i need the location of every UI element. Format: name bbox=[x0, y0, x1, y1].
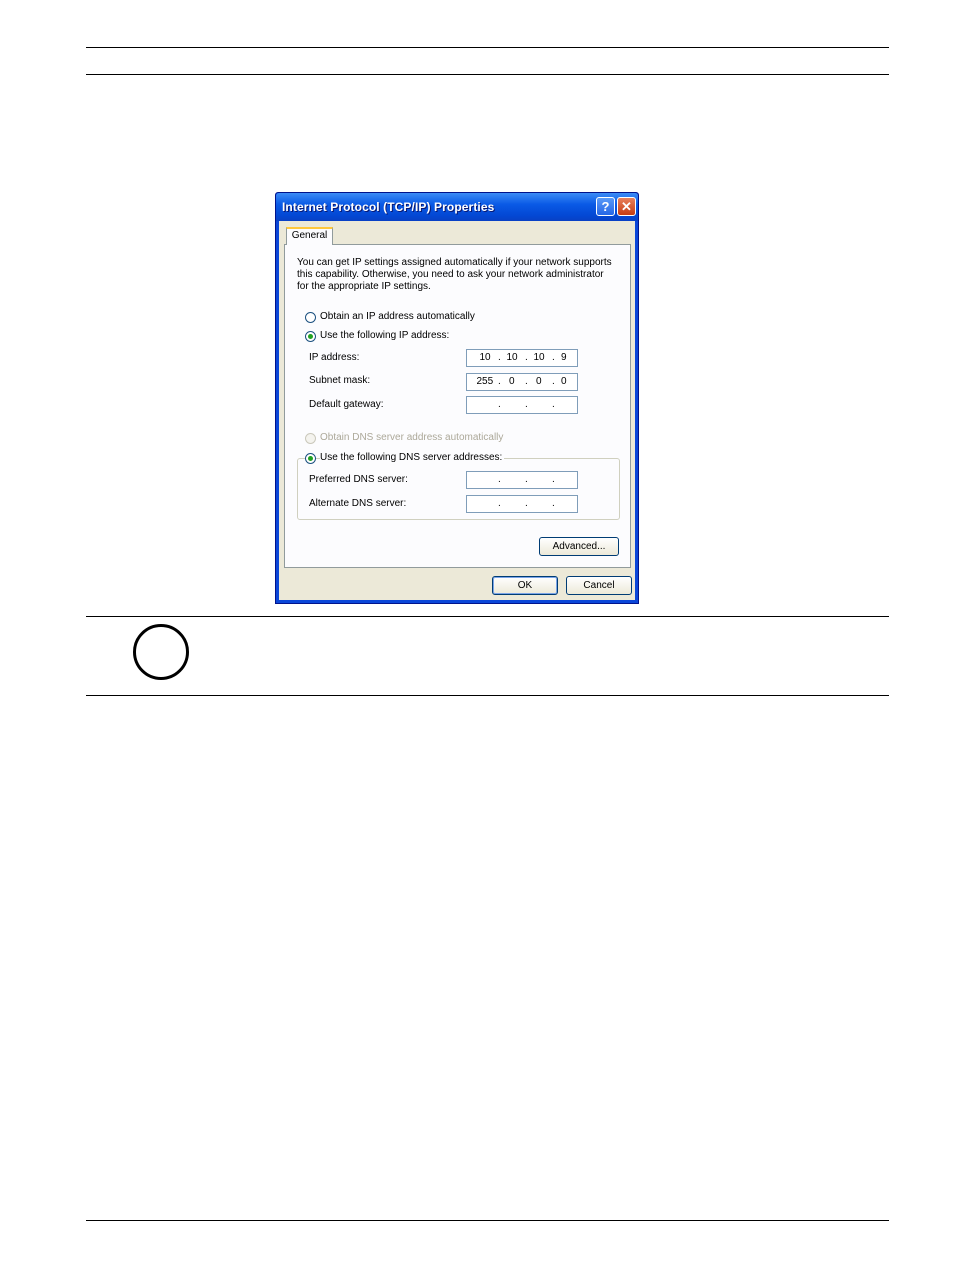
preferred-dns-field[interactable] bbox=[466, 471, 578, 489]
description-text: You can get IP settings assigned automatically if your network supports this capability. Otherwise, you need to ask your network administrator for the appropriate IP settings. bbox=[297, 257, 612, 292]
ip-separator: . bbox=[525, 399, 528, 410]
alternate-dns-label: Alternate DNS server: bbox=[309, 498, 407, 509]
ip-separator: . bbox=[498, 376, 501, 387]
note-rule-top bbox=[86, 616, 889, 617]
ip-separator: . bbox=[498, 399, 501, 410]
note-rule-bottom bbox=[86, 695, 889, 696]
header-rule-bottom bbox=[86, 74, 889, 75]
close-icon[interactable]: ✕ bbox=[617, 197, 636, 216]
ip-octet[interactable]: 0 bbox=[509, 376, 515, 387]
dns-auto-radio[interactable] bbox=[305, 433, 316, 444]
general-tab-page bbox=[284, 244, 631, 568]
ip-octet[interactable]: 9 bbox=[561, 352, 567, 363]
dialog-client-area bbox=[279, 221, 635, 600]
ip-separator: . bbox=[498, 474, 501, 485]
tcpip-properties-dialog bbox=[275, 192, 639, 604]
dialog-titlebar[interactable] bbox=[276, 193, 638, 221]
ip-manual-label[interactable]: Use the following IP address: bbox=[320, 330, 450, 341]
ip-separator: . bbox=[498, 498, 501, 509]
ip-separator: . bbox=[525, 498, 528, 509]
ip-octet[interactable]: 255 bbox=[476, 376, 494, 387]
ip-auto-radio[interactable] bbox=[305, 312, 316, 323]
ip-separator: . bbox=[552, 352, 555, 363]
default-gateway-field[interactable] bbox=[466, 396, 578, 414]
subnet-mask-field[interactable] bbox=[466, 373, 578, 391]
default-gateway-label: Default gateway: bbox=[309, 399, 384, 410]
advanced-button[interactable]: Advanced... bbox=[539, 537, 619, 556]
ip-octet[interactable]: 0 bbox=[561, 376, 567, 387]
ip-separator: . bbox=[552, 399, 555, 410]
ok-button[interactable]: OK bbox=[492, 576, 558, 595]
alternate-dns-field[interactable] bbox=[466, 495, 578, 513]
help-icon[interactable]: ? bbox=[596, 197, 615, 216]
ip-auto-label[interactable]: Obtain an IP address automatically bbox=[320, 311, 475, 322]
preferred-dns-label: Preferred DNS server: bbox=[309, 474, 408, 485]
ip-manual-radio[interactable] bbox=[305, 331, 316, 342]
dialog-title: Internet Protocol (TCP/IP) Properties bbox=[282, 200, 495, 214]
ip-octet[interactable]: 10 bbox=[533, 352, 545, 363]
note-info-icon bbox=[133, 624, 189, 680]
dns-auto-label[interactable]: Obtain DNS server address automatically bbox=[320, 432, 504, 443]
ip-separator: . bbox=[525, 376, 528, 387]
ip-octet[interactable]: 0 bbox=[536, 376, 542, 387]
ip-address-label: IP address: bbox=[309, 352, 360, 363]
ip-separator: . bbox=[525, 474, 528, 485]
ip-separator: . bbox=[552, 376, 555, 387]
ip-octet[interactable]: 10 bbox=[479, 352, 491, 363]
ip-separator: . bbox=[552, 498, 555, 509]
ip-separator: . bbox=[498, 352, 501, 363]
ip-address-field[interactable] bbox=[466, 349, 578, 367]
cancel-button[interactable]: Cancel bbox=[566, 576, 632, 595]
ip-octet[interactable]: 10 bbox=[506, 352, 518, 363]
header-rule-top bbox=[86, 47, 889, 48]
ip-separator: . bbox=[552, 474, 555, 485]
ip-separator: . bbox=[525, 352, 528, 363]
footer-rule bbox=[86, 1220, 889, 1221]
subnet-mask-label: Subnet mask: bbox=[309, 375, 371, 386]
dns-manual-label[interactable]: Use the following DNS server addresses: bbox=[320, 452, 503, 463]
tab-general[interactable]: General bbox=[286, 227, 333, 245]
dns-manual-radio[interactable] bbox=[305, 453, 316, 464]
